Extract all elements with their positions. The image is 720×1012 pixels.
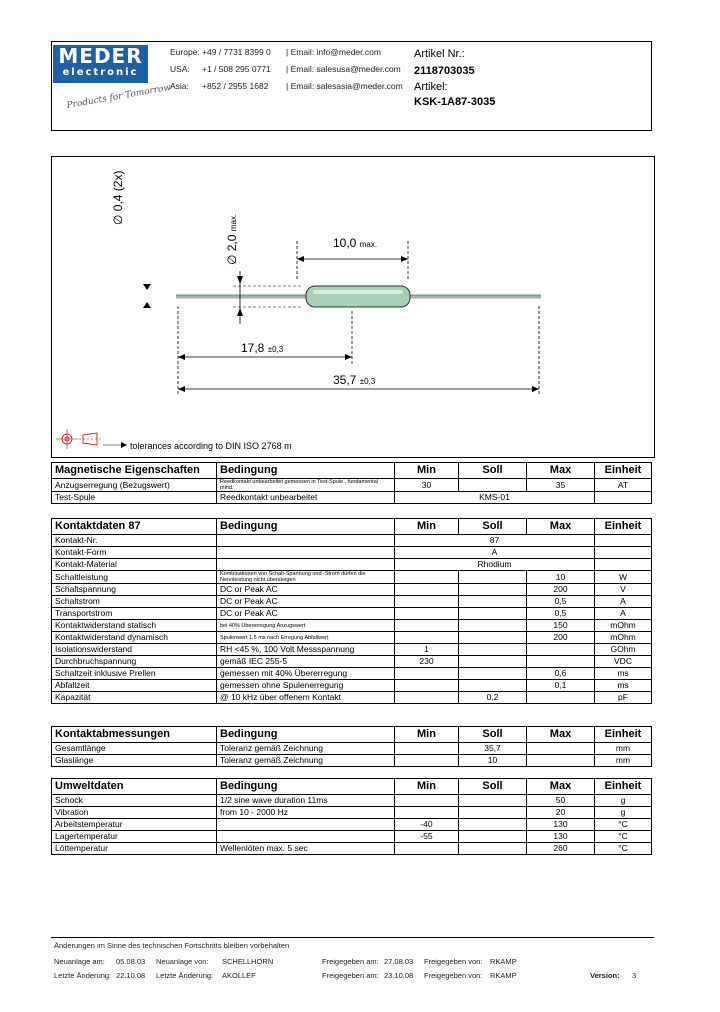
cell-min	[395, 620, 459, 632]
footer-created-by-label: Neuanlage von:	[156, 957, 209, 966]
cell-cond: Toleranz gemäß Zeichnung	[217, 743, 395, 755]
dim-body-diameter-value: ∅ 2,0	[225, 234, 239, 265]
column-header: Soll	[459, 463, 527, 479]
cell-unit: GOhm	[595, 644, 652, 656]
cell-min	[395, 608, 459, 620]
cell-min: 30	[395, 479, 459, 492]
cell-min	[395, 571, 459, 584]
column-header: Min	[395, 727, 459, 743]
cell-cond: gemessen ohne Spulenerregung	[217, 680, 395, 692]
table-row	[52, 668, 652, 680]
cell-min	[395, 843, 459, 855]
dim-total-length	[333, 373, 375, 387]
cell-max	[527, 692, 595, 704]
table-row	[52, 535, 652, 547]
cell-min	[395, 668, 459, 680]
cell-unit: ms	[595, 668, 652, 680]
dim-half-length	[241, 341, 283, 355]
cell-max: 10	[527, 571, 595, 584]
cell-unit: mm	[595, 755, 652, 767]
dim-body-length-suffix: max.	[359, 240, 378, 249]
cell-cond	[217, 547, 395, 559]
cell-soll: 35,7	[459, 743, 527, 755]
cell-max: 20	[527, 807, 595, 819]
column-header: Max	[527, 519, 595, 535]
table-row	[52, 608, 652, 620]
table-header-row	[52, 727, 652, 743]
table-row	[52, 692, 652, 704]
cell-cond: RH <45 %, 100 Volt Messspannung	[217, 644, 395, 656]
table-row	[52, 831, 652, 843]
footer-released2-by: RKAMP	[490, 971, 517, 980]
cell-min	[395, 632, 459, 644]
table-row	[52, 492, 652, 504]
cell-max	[527, 755, 595, 767]
table-row	[52, 571, 652, 584]
table-row	[52, 596, 652, 608]
cell-min	[395, 692, 459, 704]
cell-min	[395, 755, 459, 767]
cell-max: 50	[527, 795, 595, 807]
cell-name: Lagertemperatur	[52, 831, 217, 843]
contact-europe-phone: +49 / 7731 8399 0	[202, 47, 271, 57]
slogan: Products for Tomorrow	[65, 82, 172, 112]
artikel-label: Artikel:	[414, 81, 448, 93]
cell-min	[395, 743, 459, 755]
cell-unit: V	[595, 584, 652, 596]
dim-body-diameter	[225, 214, 239, 265]
cell-min: -40	[395, 819, 459, 831]
cell-unit	[595, 559, 652, 571]
cell-min	[395, 584, 459, 596]
contact-usa-email: | Email: salesusa@meder.com	[286, 64, 401, 74]
cell-unit	[595, 535, 652, 547]
logo-text: MEDER	[58, 44, 143, 68]
column-header: Magnetische Eigenschaften	[52, 463, 217, 479]
dim-body-length-value: 10,0	[333, 236, 357, 250]
cell-name: Arbeitstemperatur	[52, 819, 217, 831]
cell-max: 0,1	[527, 680, 595, 692]
cell-max: 260	[527, 843, 595, 855]
cell-unit: W	[595, 571, 652, 584]
cell-soll	[459, 819, 527, 831]
contact-europe-email: | Email: info@meder.com	[286, 47, 381, 57]
footer-changed-by-label: Letzte Änderung:	[156, 971, 214, 980]
cell-unit: °C	[595, 843, 652, 855]
cell-cond: DC or Peak AC	[217, 596, 395, 608]
cell-soll: 0,2	[459, 692, 527, 704]
tolerance-note: tolerances according to DIN ISO 2768 m	[130, 441, 292, 451]
table-row	[52, 819, 652, 831]
footer-version: 3	[632, 971, 637, 980]
cell-max: 0,6	[527, 668, 595, 680]
contact-usa-region: USA:	[170, 64, 190, 74]
cell-cond: DC or Peak AC	[217, 584, 395, 596]
cell-name: Glaslänge	[52, 755, 217, 767]
cell-name: Vibration	[52, 807, 217, 819]
table-row	[52, 620, 652, 632]
cell-name: Kontakt-Nr.	[52, 535, 217, 547]
table-row	[52, 795, 652, 807]
table-row	[52, 843, 652, 855]
footer-released2-by-label: Freigegeben von:	[424, 971, 483, 980]
cell-soll	[459, 668, 527, 680]
cell-unit: mOhm	[595, 632, 652, 644]
cell-cond: from 10 - 2000 Hz	[217, 807, 395, 819]
cell-cond: @ 10 kHz über offenem Kontakt	[217, 692, 395, 704]
cell-soll	[459, 608, 527, 620]
cell-soll	[459, 680, 527, 692]
dim-half-length-tol: ±0,3	[267, 345, 284, 354]
cell-unit	[595, 492, 652, 504]
column-header: Min	[395, 779, 459, 795]
cell-cond	[217, 819, 395, 831]
cell-unit: pF	[595, 692, 652, 704]
column-header: Soll	[459, 519, 527, 535]
column-header: Bedingung	[217, 727, 395, 743]
footer-note: Änderungen im Sinne des technischen Fortschritts bleiben vorbehalten	[54, 941, 290, 950]
cell-max: 130	[527, 819, 595, 831]
dim-body-length	[333, 236, 377, 250]
cell-min	[395, 807, 459, 819]
table-row	[52, 632, 652, 644]
cell-soll	[459, 571, 527, 584]
cell-cond	[217, 559, 395, 571]
contact-asia-email: | Email: salesasia@meder.com	[286, 81, 403, 91]
artikel-nr-value: 2118703035	[414, 65, 475, 77]
column-header: Einheit	[595, 779, 652, 795]
cell-name: Kontaktwiderstand statisch	[52, 620, 217, 632]
contact-usa-phone: +1 / 508 295 0771	[202, 64, 271, 74]
cell-unit: g	[595, 795, 652, 807]
artikel-nr-label: Artikel Nr.:	[414, 48, 465, 60]
cell-cond	[217, 831, 395, 843]
column-header: Kontaktabmessungen	[52, 727, 217, 743]
cell-merged: A	[395, 547, 595, 559]
footer-created-date: 05.08.03	[116, 957, 146, 966]
footer-released-label: Freigegeben am:	[322, 957, 379, 966]
cell-min: 230	[395, 656, 459, 668]
column-header: Bedingung	[217, 779, 395, 795]
cell-max	[527, 656, 595, 668]
cell-cond: bei 40% Übererregung Anzugswert	[217, 620, 395, 632]
magnetic-table	[51, 462, 652, 504]
meder-logo	[53, 45, 148, 83]
cell-cond: Reedkontakt unbearbeitet	[217, 492, 395, 504]
cell-unit: °C	[595, 831, 652, 843]
footer-released-date: 27.08.03	[384, 957, 414, 966]
cell-soll	[459, 831, 527, 843]
table-row	[52, 680, 652, 692]
cell-soll	[459, 584, 527, 596]
cell-max: 130	[527, 831, 595, 843]
cell-unit: AT	[595, 479, 652, 492]
cell-unit	[595, 547, 652, 559]
column-header: Umweltdaten	[52, 779, 217, 795]
column-header: Max	[527, 779, 595, 795]
table-row	[52, 584, 652, 596]
dim-half-length-value: 17,8	[241, 341, 265, 355]
footer-version-label: Version:	[590, 971, 620, 980]
cell-unit: °C	[595, 819, 652, 831]
cell-max: 0,5	[527, 596, 595, 608]
footer-created-by: SCHELLHORN	[222, 957, 274, 966]
cell-max: 200	[527, 632, 595, 644]
cell-merged: KMS-01	[395, 492, 595, 504]
table-header-row	[52, 463, 652, 479]
table-row	[52, 755, 652, 767]
footer-released-by-label: Freigegeben von:	[424, 957, 483, 966]
cell-min	[395, 795, 459, 807]
dim-total-length-value: 35,7	[333, 373, 357, 387]
cell-max	[527, 743, 595, 755]
cell-name: Schaltspannung	[52, 584, 217, 596]
table-row	[52, 644, 652, 656]
cell-min: -55	[395, 831, 459, 843]
cell-name: Isolationswiderstand	[52, 644, 217, 656]
footer-changed-by: AKOLLEF	[222, 971, 256, 980]
column-header: Bedingung	[217, 519, 395, 535]
cell-name: Kontaktwiderstand dynamisch	[52, 632, 217, 644]
cell-name: Schaltleistung	[52, 571, 217, 584]
cell-soll	[459, 596, 527, 608]
cell-name: Durchbruchspannung	[52, 656, 217, 668]
cell-min	[395, 680, 459, 692]
contact-asia-phone: +852 / 2955 1682	[202, 81, 269, 91]
cell-soll	[459, 807, 527, 819]
table-row	[52, 479, 652, 492]
cell-name: Schaltzeit inklusive Prellen	[52, 668, 217, 680]
table-row	[52, 656, 652, 668]
cell-cond: gemäß IEC 255-5	[217, 656, 395, 668]
cell-unit: VDC	[595, 656, 652, 668]
column-header: Soll	[459, 727, 527, 743]
cell-unit: mm	[595, 743, 652, 755]
table-row	[52, 807, 652, 819]
cell-merged: Rhodium	[395, 559, 595, 571]
contact-europe-region: Europe:	[170, 47, 200, 57]
cell-soll	[459, 795, 527, 807]
column-header: Bedingung	[217, 463, 395, 479]
reed-drawing	[51, 156, 655, 458]
cell-unit: g	[595, 807, 652, 819]
cell-cond	[217, 535, 395, 547]
cell-name: Schock	[52, 795, 217, 807]
footer-created-label: Neuanlage am:	[54, 957, 105, 966]
cell-cond: Toleranz gemäß Zeichnung	[217, 755, 395, 767]
cell-name: Kontakt-Form	[52, 547, 217, 559]
contact-asia-region: Asia:	[170, 81, 189, 91]
cell-max: 0,5	[527, 608, 595, 620]
table-row	[52, 559, 652, 571]
column-header: Min	[395, 519, 459, 535]
column-header: Einheit	[595, 463, 652, 479]
cell-cond: 1/2 sine wave duration 11ms	[217, 795, 395, 807]
cell-max: 200	[527, 584, 595, 596]
column-header: Kontaktdaten 87	[52, 519, 217, 535]
cell-name: Anzugserregung (Bezugswert)	[52, 479, 217, 492]
cell-unit: A	[595, 596, 652, 608]
cell-soll: 10	[459, 755, 527, 767]
footer-released2-label: Freigegeben am:	[322, 971, 379, 980]
cell-soll	[459, 620, 527, 632]
cell-soll	[459, 843, 527, 855]
table-header-row	[52, 519, 652, 535]
cell-max	[527, 644, 595, 656]
artikel-value: KSK-1A87-3035	[414, 96, 496, 108]
column-header: Einheit	[595, 519, 652, 535]
dim-total-length-tol: ±0,3	[359, 377, 376, 386]
cell-unit: ms	[595, 680, 652, 692]
cell-cond: DC or Peak AC	[217, 608, 395, 620]
cell-unit: A	[595, 608, 652, 620]
cell-cond: Spulenwert 1,5 ms nach Erregung Abfallwert	[217, 632, 395, 644]
table-row	[52, 547, 652, 559]
cell-min: 1	[395, 644, 459, 656]
cell-name: Kapazität	[52, 692, 217, 704]
cell-cond: gemessen mit 40% Übererregung	[217, 668, 395, 680]
dim-body-diameter-suffix: max.	[229, 213, 238, 232]
footer-changed-label: Letzte Änderung:	[54, 971, 112, 980]
cell-merged: 87	[395, 535, 595, 547]
cell-min	[395, 596, 459, 608]
cell-max: 35	[527, 479, 595, 492]
cell-soll	[459, 479, 527, 492]
column-header: Max	[527, 463, 595, 479]
cell-name: Gesamtlänge	[52, 743, 217, 755]
contact-table	[51, 518, 652, 704]
column-header: Einheit	[595, 727, 652, 743]
cell-cond: Wellenlöten max. 5 sec	[217, 843, 395, 855]
cell-cond: Kombinationen von Schalt-Spannung und -Strom dürfen die Nennleistung nicht übersteigen	[217, 571, 395, 584]
column-header: Soll	[459, 779, 527, 795]
cell-unit: mOhm	[595, 620, 652, 632]
footer-released2-date: 23.10.08	[384, 971, 414, 980]
cell-name: Abfallzeit	[52, 680, 217, 692]
column-header: Min	[395, 463, 459, 479]
dim-wire-diameter: ∅ 0,4 (2x)	[111, 170, 125, 225]
cell-soll	[459, 644, 527, 656]
cell-name: Kontakt-Material	[52, 559, 217, 571]
cell-cond: Reedkontakt unbearbeitet gemessen in Test-Spule , fundamental mind.	[217, 479, 395, 492]
cell-name: Schaltstrom	[52, 596, 217, 608]
cell-soll	[459, 656, 527, 668]
logo-subtext: electronic	[62, 67, 139, 78]
dimensions-table	[51, 726, 652, 767]
cell-soll	[459, 632, 527, 644]
cell-name: Test-Spule	[52, 492, 217, 504]
cell-name: Transportstrom	[52, 608, 217, 620]
environment-table	[51, 778, 652, 855]
cell-name: Löttemperatur	[52, 843, 217, 855]
footer-divider	[51, 937, 654, 938]
footer-changed-date: 22.10.08	[116, 971, 146, 980]
table-row	[52, 743, 652, 755]
table-header-row	[52, 779, 652, 795]
footer-released-by: RKAMP	[490, 957, 517, 966]
column-header: Max	[527, 727, 595, 743]
cell-max: 150	[527, 620, 595, 632]
